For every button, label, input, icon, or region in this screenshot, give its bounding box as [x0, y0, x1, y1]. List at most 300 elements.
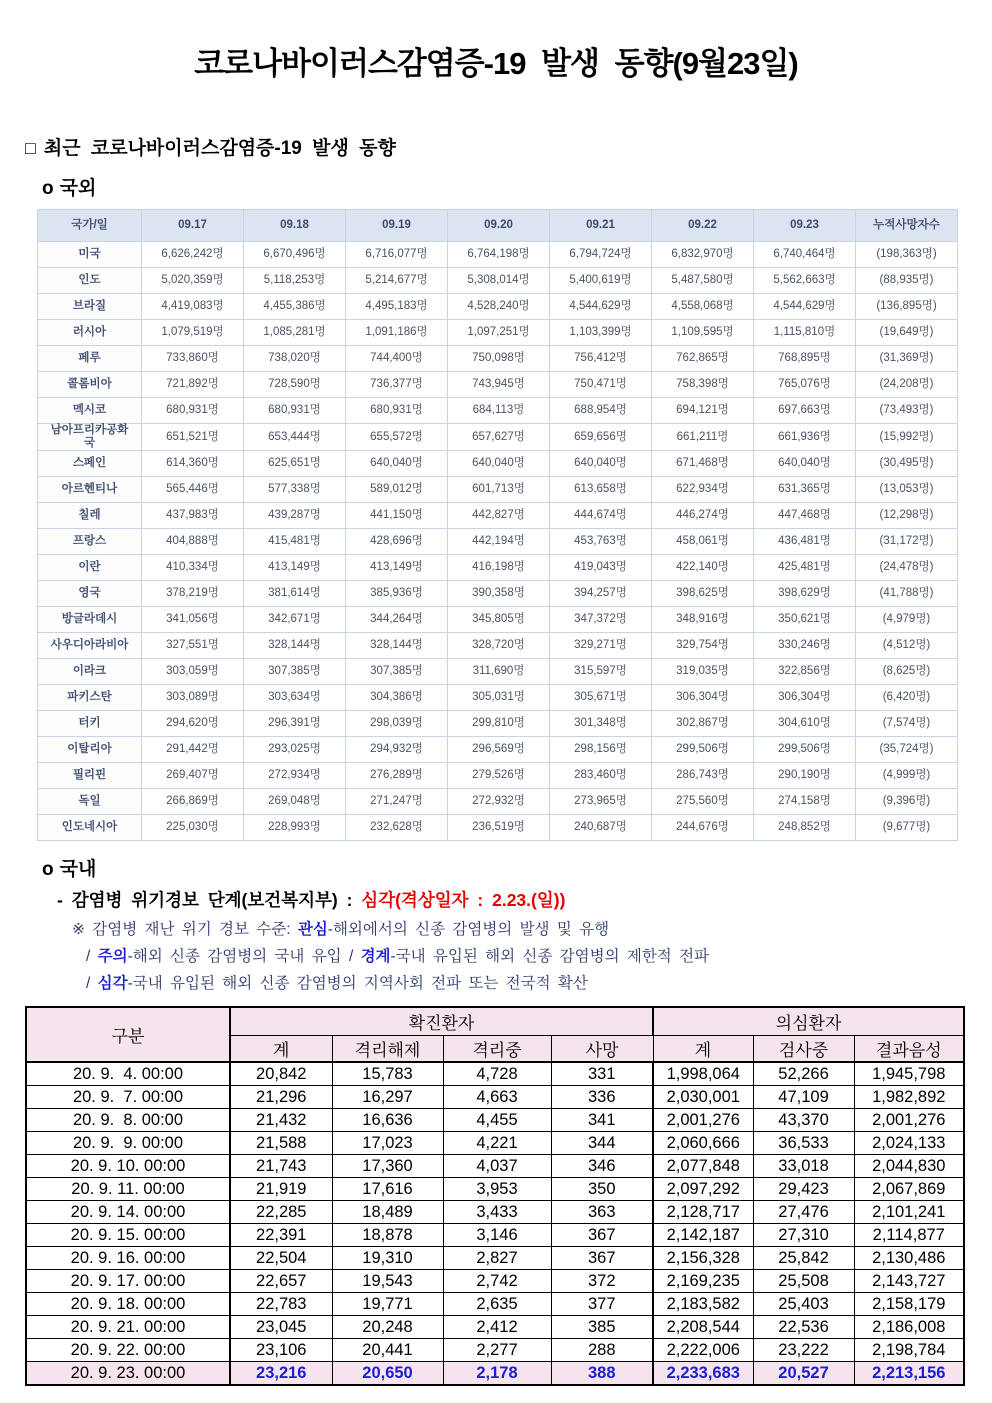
domestic-stat-cell: 3,953	[443, 1178, 551, 1201]
daily-cases-cell: 322,856명	[754, 659, 856, 685]
daily-cases-cell: 342,671명	[244, 607, 346, 633]
daily-cases-cell: 442,194명	[448, 529, 550, 555]
daily-cases-cell: 762,865명	[652, 346, 754, 372]
overseas-table-row	[38, 529, 958, 555]
overseas-col-header: 09.21	[550, 210, 652, 242]
overseas-table-row	[38, 607, 958, 633]
domestic-stat-cell: 2,101,241	[854, 1201, 964, 1224]
daily-cases-cell: 640,040명	[346, 451, 448, 477]
daily-cases-cell: 319,035명	[652, 659, 754, 685]
daily-cases-cell: 565,446명	[142, 477, 244, 503]
domestic-stat-cell: 22,504	[230, 1247, 332, 1270]
daily-cases-cell: 657,627명	[448, 424, 550, 451]
country-name-cell: 이라크	[38, 659, 142, 685]
daily-cases-cell: 625,651명	[244, 451, 346, 477]
alert-note-text: /	[86, 975, 98, 993]
daily-cases-cell: 344,264명	[346, 607, 448, 633]
cumulative-deaths-cell: (35,724명)	[856, 737, 958, 763]
alert-keyword: 주의	[97, 948, 128, 966]
domestic-stat-cell: 27,476	[753, 1201, 854, 1224]
domestic-stat-cell: 16,636	[332, 1109, 443, 1132]
daily-cases-cell: 651,521명	[142, 424, 244, 451]
daily-cases-cell: 4,495,183명	[346, 294, 448, 320]
daily-cases-cell: 655,572명	[346, 424, 448, 451]
domestic-table-row	[26, 1247, 964, 1270]
overseas-table-row	[38, 633, 958, 659]
page-title: 코로나바이러스감염증-19 발생 동향(9월23일)	[194, 46, 798, 81]
daily-cases-cell: 577,338명	[244, 477, 346, 503]
country-name-cell: 러시아	[38, 320, 142, 346]
domestic-stat-cell: 25,842	[753, 1247, 854, 1270]
report-date-cell: 20. 9. 10. 00:00	[26, 1155, 230, 1178]
daily-cases-cell: 273,965명	[550, 789, 652, 815]
daily-cases-cell: 347,372명	[550, 607, 652, 633]
domestic-stat-cell: 2,130,486	[854, 1247, 964, 1270]
domestic-stat-cell: 21,588	[230, 1132, 332, 1155]
domestic-stat-cell: 25,508	[753, 1270, 854, 1293]
daily-cases-cell: 276,289명	[346, 763, 448, 789]
daily-cases-cell: 684,113명	[448, 398, 550, 424]
daily-cases-cell: 661,211명	[652, 424, 754, 451]
domestic-stat-cell: 2,198,784	[854, 1339, 964, 1362]
report-date-cell: 20. 9. 17. 00:00	[26, 1270, 230, 1293]
domestic-stat-cell: 36,533	[753, 1132, 854, 1155]
daily-cases-cell: 4,419,083명	[142, 294, 244, 320]
domestic-stat-cell: 20,248	[332, 1316, 443, 1339]
domestic-stat-cell: 2,077,848	[653, 1155, 753, 1178]
report-date-cell: 20. 9. 8. 00:00	[26, 1109, 230, 1132]
daily-cases-cell: 756,412명	[550, 346, 652, 372]
daily-cases-cell: 447,468명	[754, 503, 856, 529]
daily-cases-cell: 279,526명	[448, 763, 550, 789]
daily-cases-cell: 733,860명	[142, 346, 244, 372]
domestic-table-row	[26, 1155, 964, 1178]
domestic-table-row	[26, 1062, 964, 1086]
overseas-table-row	[38, 372, 958, 398]
country-name-cell: 터키	[38, 711, 142, 737]
overseas-col-header: 09.19	[346, 210, 448, 242]
domestic-stat-cell: 20,842	[230, 1062, 332, 1086]
domestic-stat-cell: 2,178	[443, 1362, 551, 1386]
overseas-table-row	[38, 789, 958, 815]
domestic-stat-cell: 21,919	[230, 1178, 332, 1201]
daily-cases-cell: 5,562,663명	[754, 268, 856, 294]
domestic-stat-cell: 367	[551, 1224, 653, 1247]
daily-cases-cell: 4,558,068명	[652, 294, 754, 320]
square-bullet-icon: □	[25, 138, 36, 158]
domestic-stat-cell: 344	[551, 1132, 653, 1155]
domestic-stat-cell: 346	[551, 1155, 653, 1178]
overseas-table-row	[38, 503, 958, 529]
daily-cases-cell: 311,690명	[448, 659, 550, 685]
domestic-table-row	[26, 1270, 964, 1293]
daily-cases-cell: 601,713명	[448, 477, 550, 503]
daily-cases-cell: 4,528,240명	[448, 294, 550, 320]
daily-cases-cell: 613,658명	[550, 477, 652, 503]
alert-note-line	[72, 917, 992, 939]
country-name-cell: 이란	[38, 555, 142, 581]
daily-cases-cell: 329,754명	[652, 633, 754, 659]
daily-cases-cell: 240,687명	[550, 815, 652, 841]
daily-cases-cell: 640,040명	[754, 451, 856, 477]
domestic-stat-cell: 2,044,830	[854, 1155, 964, 1178]
domestic-table-row	[26, 1316, 964, 1339]
domestic-stat-cell: 2,001,276	[653, 1109, 753, 1132]
daily-cases-cell: 266,869명	[142, 789, 244, 815]
domestic-stat-cell: 3,146	[443, 1224, 551, 1247]
daily-cases-cell: 304,610명	[754, 711, 856, 737]
daily-cases-cell: 306,304명	[652, 685, 754, 711]
report-date-cell: 20. 9. 23. 00:00	[26, 1362, 230, 1386]
domestic-stat-cell: 2,060,666	[653, 1132, 753, 1155]
domestic-stat-cell: 2,742	[443, 1270, 551, 1293]
report-date-cell: 20. 9. 18. 00:00	[26, 1293, 230, 1316]
overseas-table-row	[38, 268, 958, 294]
domestic-stat-cell: 18,878	[332, 1224, 443, 1247]
domestic-stat-cell: 2,233,683	[653, 1362, 753, 1386]
domestic-stat-cell: 4,663	[443, 1086, 551, 1109]
daily-cases-cell: 6,794,724명	[550, 242, 652, 268]
daily-cases-cell: 437,983명	[142, 503, 244, 529]
domestic-stat-cell: 2,186,008	[854, 1316, 964, 1339]
report-date-cell: 20. 9. 22. 00:00	[26, 1339, 230, 1362]
domestic-stat-cell: 19,310	[332, 1247, 443, 1270]
cumulative-deaths-cell: (136,895명)	[856, 294, 958, 320]
daily-cases-cell: 296,391명	[244, 711, 346, 737]
daily-cases-cell: 680,931명	[244, 398, 346, 424]
daily-cases-cell: 350,621명	[754, 607, 856, 633]
domestic-table-row	[26, 1086, 964, 1109]
overseas-table-row	[38, 581, 958, 607]
domestic-stat-cell: 29,423	[753, 1178, 854, 1201]
daily-cases-cell: 458,061명	[652, 529, 754, 555]
daily-cases-cell: 328,144명	[346, 633, 448, 659]
daily-cases-cell: 294,932명	[346, 737, 448, 763]
overseas-table-row	[38, 320, 958, 346]
overseas-col-header: 09.22	[652, 210, 754, 242]
daily-cases-cell: 416,198명	[448, 555, 550, 581]
daily-cases-cell: 671,468명	[652, 451, 754, 477]
daily-cases-cell: 378,219명	[142, 581, 244, 607]
cumulative-deaths-cell: (30,495명)	[856, 451, 958, 477]
domestic-sub-header: 사망	[551, 1036, 653, 1063]
cumulative-deaths-cell: (8,625명)	[856, 659, 958, 685]
daily-cases-cell: 688,954명	[550, 398, 652, 424]
daily-cases-cell: 697,663명	[754, 398, 856, 424]
domestic-stat-cell: 43,370	[753, 1109, 854, 1132]
domestic-table-row	[26, 1132, 964, 1155]
domestic-stat-cell: 20,441	[332, 1339, 443, 1362]
daily-cases-cell: 6,764,198명	[448, 242, 550, 268]
daily-cases-cell: 398,625명	[652, 581, 754, 607]
daily-cases-cell: 768,895명	[754, 346, 856, 372]
daily-cases-cell: 341,056명	[142, 607, 244, 633]
daily-cases-cell: 290,190명	[754, 763, 856, 789]
domestic-stat-cell: 1,998,064	[653, 1062, 753, 1086]
daily-cases-cell: 765,076명	[754, 372, 856, 398]
cumulative-deaths-cell: (4,512명)	[856, 633, 958, 659]
overseas-table-row	[38, 477, 958, 503]
cumulative-deaths-cell: (24,208명)	[856, 372, 958, 398]
country-name-cell: 파키스탄	[38, 685, 142, 711]
overseas-col-header: 09.18	[244, 210, 346, 242]
domestic-sub-header: 검사중	[753, 1036, 854, 1063]
domestic-stat-cell: 19,771	[332, 1293, 443, 1316]
domestic-stat-cell: 363	[551, 1201, 653, 1224]
domestic-stat-cell: 2,183,582	[653, 1293, 753, 1316]
daily-cases-cell: 345,805명	[448, 607, 550, 633]
daily-cases-cell: 272,934명	[244, 763, 346, 789]
overseas-table-row	[38, 763, 958, 789]
country-name-cell: 미국	[38, 242, 142, 268]
domestic-stat-cell: 2,067,869	[854, 1178, 964, 1201]
alert-note-text: -해외에서의 신종 감염병의 발생 및 유행	[327, 921, 610, 939]
daily-cases-cell: 738,020명	[244, 346, 346, 372]
domestic-table	[25, 1006, 965, 1386]
daily-cases-cell: 303,059명	[142, 659, 244, 685]
daily-cases-cell: 305,031명	[448, 685, 550, 711]
overseas-col-header: 09.20	[448, 210, 550, 242]
country-name-cell: 아르헨티나	[38, 477, 142, 503]
domestic-stat-cell: 17,360	[332, 1155, 443, 1178]
overseas-table-row	[38, 711, 958, 737]
daily-cases-cell: 381,614명	[244, 581, 346, 607]
daily-cases-cell: 296,569명	[448, 737, 550, 763]
daily-cases-cell: 5,487,580명	[652, 268, 754, 294]
daily-cases-cell: 232,628명	[346, 815, 448, 841]
daily-cases-cell: 306,304명	[754, 685, 856, 711]
cumulative-deaths-cell: (73,493명)	[856, 398, 958, 424]
daily-cases-cell: 301,348명	[550, 711, 652, 737]
overseas-col-header: 누적사망자수	[856, 210, 958, 242]
domestic-stat-cell: 331	[551, 1062, 653, 1086]
daily-cases-cell: 744,400명	[346, 346, 448, 372]
alert-notes	[0, 917, 992, 993]
daily-cases-cell: 758,398명	[652, 372, 754, 398]
domestic-stat-cell: 2,128,717	[653, 1201, 753, 1224]
country-name-cell: 스페인	[38, 451, 142, 477]
daily-cases-cell: 446,274명	[652, 503, 754, 529]
daily-cases-cell: 293,025명	[244, 737, 346, 763]
cumulative-deaths-cell: (7,574명)	[856, 711, 958, 737]
domestic-stat-cell: 341	[551, 1109, 653, 1132]
daily-cases-cell: 225,030명	[142, 815, 244, 841]
domestic-stat-cell: 2,158,179	[854, 1293, 964, 1316]
alert-keyword: 심각	[97, 975, 128, 993]
cumulative-deaths-cell: (19,649명)	[856, 320, 958, 346]
domestic-stat-cell: 23,216	[230, 1362, 332, 1386]
domestic-stat-cell: 385	[551, 1316, 653, 1339]
daily-cases-cell: 274,158명	[754, 789, 856, 815]
daily-cases-cell: 444,674명	[550, 503, 652, 529]
overseas-table-row	[38, 555, 958, 581]
overseas-label: 국외	[59, 178, 97, 199]
overseas-table-row	[38, 659, 958, 685]
domestic-sub-header: 계	[230, 1036, 332, 1063]
daily-cases-cell: 298,039명	[346, 711, 448, 737]
country-name-cell: 영국	[38, 581, 142, 607]
alert-note-line	[86, 971, 992, 993]
daily-cases-cell: 640,040명	[550, 451, 652, 477]
daily-cases-cell: 307,385명	[244, 659, 346, 685]
overseas-table-row	[38, 424, 958, 451]
overseas-table-row	[38, 815, 958, 841]
domestic-stat-cell: 350	[551, 1178, 653, 1201]
report-date-cell: 20. 9. 14. 00:00	[26, 1201, 230, 1224]
country-name-cell: 독일	[38, 789, 142, 815]
daily-cases-cell: 291,442명	[142, 737, 244, 763]
daily-cases-cell: 299,810명	[448, 711, 550, 737]
report-date-cell: 20. 9. 21. 00:00	[26, 1316, 230, 1339]
domestic-stat-cell: 2,030,001	[653, 1086, 753, 1109]
domestic-stat-cell: 21,296	[230, 1086, 332, 1109]
cumulative-deaths-cell: (12,298명)	[856, 503, 958, 529]
cumulative-deaths-cell: (4,999명)	[856, 763, 958, 789]
daily-cases-cell: 6,716,077명	[346, 242, 448, 268]
daily-cases-cell: 422,140명	[652, 555, 754, 581]
daily-cases-cell: 653,444명	[244, 424, 346, 451]
daily-cases-cell: 385,936명	[346, 581, 448, 607]
daily-cases-cell: 4,544,629명	[550, 294, 652, 320]
domestic-stat-cell: 1,982,892	[854, 1086, 964, 1109]
daily-cases-cell: 640,040명	[448, 451, 550, 477]
daily-cases-cell: 750,471명	[550, 372, 652, 398]
domestic-sub-header: 격리해제	[332, 1036, 443, 1063]
daily-cases-cell: 428,696명	[346, 529, 448, 555]
country-name-cell: 이탈리아	[38, 737, 142, 763]
domestic-stat-cell: 4,221	[443, 1132, 551, 1155]
daily-cases-cell: 302,867명	[652, 711, 754, 737]
domestic-stat-cell: 288	[551, 1339, 653, 1362]
daily-cases-cell: 327,551명	[142, 633, 244, 659]
daily-cases-cell: 269,407명	[142, 763, 244, 789]
domestic-sub-header: 계	[653, 1036, 753, 1063]
report-date-cell: 20. 9. 4. 00:00	[26, 1062, 230, 1086]
daily-cases-cell: 439,287명	[244, 503, 346, 529]
overseas-col-header: 국가/일	[38, 210, 142, 242]
overseas-heading	[42, 173, 992, 200]
domestic-stat-cell: 4,037	[443, 1155, 551, 1178]
domestic-stat-cell: 22,783	[230, 1293, 332, 1316]
domestic-table-row	[26, 1362, 964, 1386]
domestic-stat-cell: 2,213,156	[854, 1362, 964, 1386]
alert-note-text: -국내 유입된 해외 신종 감염병의 지역사회 전파 또는 전국적 확산	[127, 975, 588, 993]
alert-level-value: 심각(격상일자 : 2.23.(일))	[361, 890, 566, 911]
daily-cases-cell: 394,257명	[550, 581, 652, 607]
country-name-cell: 필리핀	[38, 763, 142, 789]
overseas-table-row	[38, 451, 958, 477]
overseas-table-row	[38, 242, 958, 268]
domestic-stat-cell: 23,106	[230, 1339, 332, 1362]
daily-cases-cell: 441,150명	[346, 503, 448, 529]
domestic-stat-cell: 2,097,292	[653, 1178, 753, 1201]
daily-cases-cell: 272,932명	[448, 789, 550, 815]
domestic-stat-cell: 377	[551, 1293, 653, 1316]
section-recent-heading	[25, 133, 992, 160]
daily-cases-cell: 1,115,810명	[754, 320, 856, 346]
daily-cases-cell: 299,506명	[652, 737, 754, 763]
daily-cases-cell: 453,763명	[550, 529, 652, 555]
alert-keyword: 관심	[297, 921, 328, 939]
cumulative-deaths-cell: (4,979명)	[856, 607, 958, 633]
country-name-cell: 브라질	[38, 294, 142, 320]
daily-cases-cell: 6,832,970명	[652, 242, 754, 268]
domestic-stat-cell: 4,455	[443, 1109, 551, 1132]
domestic-stat-cell: 16,297	[332, 1086, 443, 1109]
domestic-table-row	[26, 1178, 964, 1201]
domestic-stat-cell: 2,143,727	[854, 1270, 964, 1293]
domestic-stat-cell: 2,114,877	[854, 1224, 964, 1247]
daily-cases-cell: 271,247명	[346, 789, 448, 815]
daily-cases-cell: 5,400,619명	[550, 268, 652, 294]
daily-cases-cell: 614,360명	[142, 451, 244, 477]
daily-cases-cell: 248,852명	[754, 815, 856, 841]
daily-cases-cell: 750,098명	[448, 346, 550, 372]
daily-cases-cell: 6,626,242명	[142, 242, 244, 268]
country-name-cell: 방글라데시	[38, 607, 142, 633]
domestic-stat-cell: 367	[551, 1247, 653, 1270]
domestic-label: 국내	[59, 859, 97, 881]
report-date-cell: 20. 9. 15. 00:00	[26, 1224, 230, 1247]
domestic-stat-cell: 20,527	[753, 1362, 854, 1386]
domestic-stat-cell: 336	[551, 1086, 653, 1109]
daily-cases-cell: 436,481명	[754, 529, 856, 555]
overseas-table-row	[38, 346, 958, 372]
report-date-cell: 20. 9. 7. 00:00	[26, 1086, 230, 1109]
daily-cases-cell: 5,308,014명	[448, 268, 550, 294]
daily-cases-cell: 442,827명	[448, 503, 550, 529]
domestic-stat-cell: 2,142,187	[653, 1224, 753, 1247]
daily-cases-cell: 6,740,464명	[754, 242, 856, 268]
overseas-table	[37, 209, 958, 841]
daily-cases-cell: 305,671명	[550, 685, 652, 711]
alert-note-line	[86, 944, 992, 966]
daily-cases-cell: 1,103,399명	[550, 320, 652, 346]
domestic-heading	[42, 854, 992, 881]
domestic-stat-cell: 2,001,276	[854, 1109, 964, 1132]
cumulative-deaths-cell: (6,420명)	[856, 685, 958, 711]
domestic-stat-cell: 17,616	[332, 1178, 443, 1201]
domestic-stat-cell: 33,018	[753, 1155, 854, 1178]
daily-cases-cell: 1,109,595명	[652, 320, 754, 346]
country-name-cell: 프랑스	[38, 529, 142, 555]
alert-level-line	[57, 887, 992, 912]
domestic-header-group-row	[26, 1007, 964, 1036]
domestic-table-row	[26, 1224, 964, 1247]
domestic-stat-cell: 2,412	[443, 1316, 551, 1339]
domestic-stat-cell: 2,827	[443, 1247, 551, 1270]
domestic-stat-cell: 52,266	[753, 1062, 854, 1086]
cumulative-deaths-cell: (9,677명)	[856, 815, 958, 841]
daily-cases-cell: 304,386명	[346, 685, 448, 711]
daily-cases-cell: 398,629명	[754, 581, 856, 607]
domestic-stat-cell: 388	[551, 1362, 653, 1386]
daily-cases-cell: 622,934명	[652, 477, 754, 503]
domestic-table-row	[26, 1293, 964, 1316]
domestic-stat-cell: 2,277	[443, 1339, 551, 1362]
domestic-stat-cell: 21,743	[230, 1155, 332, 1178]
daily-cases-cell: 694,121명	[652, 398, 754, 424]
cumulative-deaths-cell: (88,935명)	[856, 268, 958, 294]
cumulative-deaths-cell: (24,478명)	[856, 555, 958, 581]
daily-cases-cell: 299,506명	[754, 737, 856, 763]
alert-note-text: -해외 신종 감염병의 국내 유입 /	[127, 948, 361, 966]
country-name-cell: 인도	[38, 268, 142, 294]
overseas-table-row	[38, 737, 958, 763]
circle-bullet-icon: o	[42, 859, 54, 881]
daily-cases-cell: 6,670,496명	[244, 242, 346, 268]
domestic-sub-header: 격리중	[443, 1036, 551, 1063]
